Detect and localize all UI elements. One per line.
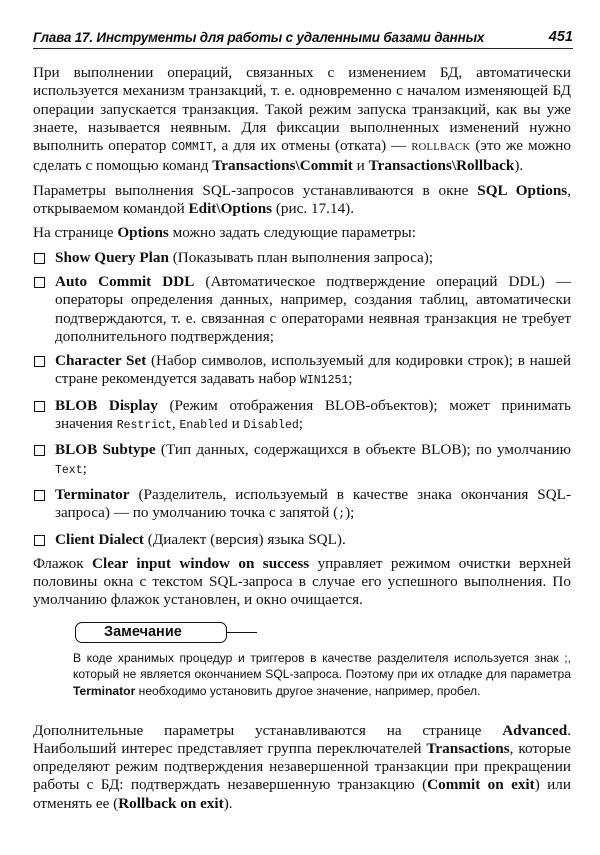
list-item: Auto Commit DDL (Автоматическое подтверждение операций DDL) — операторы определения данных, например, создания таблиц, автоматически подтверждаются, т. е. связанная с операторами неявная транзакция не требует дополнительного подтверждения; (33, 273, 571, 346)
paragraph-options-intro: На странице Options можно задать следующие параметры: (33, 224, 416, 242)
note-label: Замечание (75, 622, 227, 643)
page-options: Options (117, 224, 169, 242)
option-commit-on-exit: Commit on exit (427, 776, 535, 794)
window-sql-options: SQL Options (477, 181, 568, 199)
note-box (73, 622, 571, 700)
page-number: 451 (548, 29, 573, 45)
checkbox-name-clear-input: Clear input window on success (92, 554, 310, 572)
bullet-box-icon (34, 356, 45, 367)
bullet-box-icon (34, 253, 45, 264)
page-header (33, 26, 573, 49)
list-item: BLOB Display (Режим отображения BLOB-объектов); может принимать значения Restrict, Enabled и Disabled; (33, 397, 571, 436)
page-advanced: Advanced (502, 721, 568, 739)
options-list (33, 249, 571, 549)
paragraph-advanced: Дополнительные параметры устанавливаются на странице Advanced. Наибольший интерес представляет группа переключателей Transactions, которые определяют режим подтверждения незавершенной транзакции при прекращении работы с БД: подтверждать незавершенную транзакцию (Commit on exit) или отменять ее (Rollback on exit). (33, 721, 571, 812)
paragraph-sql-options: Параметры выполнения SQL-запросов устанавливаются в окне SQL Options, открываемом командой Edit\Options (рис. 17.14). (33, 181, 572, 218)
command-transactions-commit: Transactions\Commit (212, 157, 353, 175)
paragraph-clear-input: Флажок Clear input window on success управляет режимом очистки верхней половины окна с текстом SQL-запроса в случае его успешного выполнения. По умолчанию флажок установлен, и окно очищается. (33, 554, 571, 609)
list-item: Show Query Plan (Показывать план выполнения запроса); (33, 249, 571, 267)
code-rollback: ROLLBACK (411, 142, 471, 154)
chapter-title: Глава 17. Инструменты для работы с удаленными базами данных (33, 30, 485, 45)
list-item: Client Dialect (Диалект (версия) языка SQL). (33, 531, 571, 549)
command-edit-options: Edit\Options (188, 200, 273, 218)
list-item: Terminator (Разделитель, используемый в качестве знака окончания SQL-запроса) — по умолчанию точка с запятой (;); (33, 486, 571, 525)
code-commit: COMMIT (171, 141, 213, 155)
note-text: В коде хранимых процедур и триггеров в качестве разделителя используется знак ;, который не является окончанием SQL-запроса. Поэтому при их отладке для параметра Terminator необходимо установить другое значение, например, пробел. (73, 650, 571, 698)
list-item: Character Set (Набор символов, используемый для кодировки строк); в нашей стране рекомендуется задавать набор WIN1251; (33, 352, 571, 391)
bullet-box-icon (34, 277, 45, 288)
bullet-box-icon (34, 535, 45, 546)
paragraph-transactions: При выполнении операций, связанных с изменением БД, автоматически используется механизм транзакций, т. е. одновременно с началом изменяющей БД операции запускается транзакция. Такой режим запуска транзакций, как вы уже знаете, называется неявным. Для фиксации выполненных изменений нужно выполнить оператор COMMIT, а для их отмены (отката) — ROLLBACK (это же можно сделать с помощью команд Transactions\Commit и Transactions\Rollback). (33, 64, 571, 175)
option-rollback-on-exit: Rollback on exit (118, 794, 224, 812)
bullet-box-icon (34, 401, 45, 412)
bullet-box-icon (34, 445, 45, 456)
command-transactions-rollback: Transactions\Rollback (368, 157, 515, 175)
list-item: BLOB Subtype (Тип данных, содержащихся в объекте BLOB); по умолчанию Text; (33, 441, 571, 480)
group-transactions: Transactions (426, 739, 510, 757)
page-body (33, 64, 571, 819)
bullet-box-icon (34, 490, 45, 501)
